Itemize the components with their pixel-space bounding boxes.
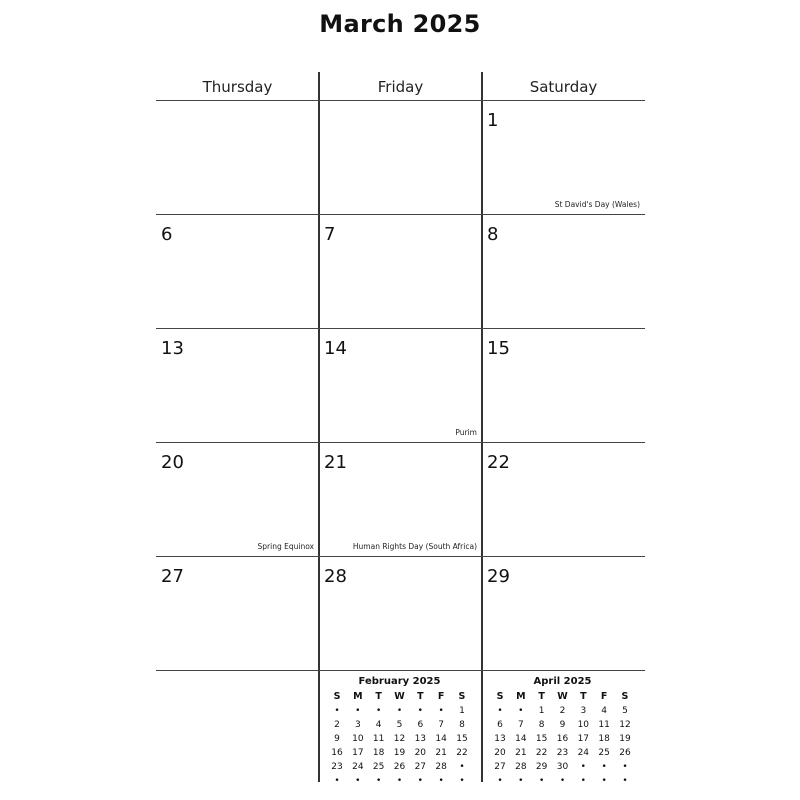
- mini-day: 27: [494, 762, 506, 772]
- mini-weekday: S: [458, 691, 466, 702]
- mini-weekday: S: [333, 691, 341, 702]
- mini-day: •: [601, 776, 607, 786]
- mini-day: 2: [559, 706, 566, 716]
- mini-day: •: [417, 776, 423, 786]
- calendar-grid: [156, 72, 645, 786]
- mini-day: •: [376, 706, 382, 716]
- day-number: 29: [487, 566, 510, 587]
- weekday-header-saturday: Saturday: [529, 78, 598, 96]
- mini-day: 22: [535, 748, 548, 758]
- mini-day: •: [459, 762, 465, 772]
- mini-day: 27: [414, 762, 427, 772]
- day-number: 28: [324, 566, 347, 587]
- mini-weekday: S: [496, 691, 504, 702]
- mini-day: 2: [334, 720, 340, 730]
- mini-day: •: [376, 776, 382, 786]
- mini-week-row: [321, 732, 478, 746]
- mini-day: 4: [601, 706, 607, 716]
- mini-day: 23: [556, 748, 569, 758]
- mini-day: •: [622, 762, 628, 772]
- mini-day: 14: [515, 734, 527, 744]
- mini-day: •: [396, 776, 403, 786]
- mini-day: 23: [331, 762, 343, 772]
- mini-day: 15: [535, 734, 548, 744]
- mini-day: 26: [393, 762, 406, 772]
- day-cell: [156, 215, 319, 329]
- mini-day: •: [417, 706, 423, 716]
- mini-day: •: [580, 762, 586, 772]
- mini-week-row: [321, 760, 478, 774]
- mini-day: •: [559, 776, 566, 786]
- mini-weekday-row: [321, 690, 478, 704]
- mini-day: 3: [354, 720, 361, 730]
- mini-day: •: [497, 706, 503, 716]
- mini-day: 7: [517, 720, 524, 730]
- day-cell: [319, 101, 482, 215]
- mini-day: 21: [435, 748, 447, 758]
- mini-calendar-february: [321, 674, 478, 788]
- day-number: 21: [324, 452, 347, 473]
- mini-calendar-april: [484, 674, 641, 788]
- mini-week-row: [321, 774, 478, 788]
- mini-day: 25: [598, 748, 610, 758]
- mini-day: 11: [372, 734, 385, 744]
- mini-day: 21: [515, 748, 527, 758]
- day-number: 27: [161, 566, 184, 587]
- mini-weekday: T: [580, 691, 587, 702]
- mini-day: 26: [619, 748, 631, 758]
- day-cell: [482, 329, 645, 443]
- day-number: 14: [324, 338, 347, 359]
- mini-day: 18: [598, 734, 610, 744]
- mini-day: 10: [577, 720, 590, 730]
- day-number: 20: [161, 452, 184, 473]
- mini-day: •: [334, 776, 340, 786]
- mini-week-row: [484, 732, 641, 746]
- mini-day: •: [355, 776, 361, 786]
- mini-day: 11: [598, 720, 610, 730]
- mini-weekday: T: [417, 691, 424, 702]
- holiday-label: Human Rights Day (South Africa): [352, 542, 477, 551]
- day-cell: [319, 215, 482, 329]
- mini-weekday-row: [484, 690, 641, 704]
- mini-day: 9: [334, 734, 340, 744]
- mini-day: •: [355, 706, 361, 716]
- mini-day: 10: [352, 734, 364, 744]
- mini-weekday: F: [600, 691, 608, 702]
- mini-day: 22: [456, 748, 468, 758]
- mini-day: •: [334, 706, 340, 716]
- day-cell: [319, 443, 482, 557]
- day-number: 1: [487, 110, 499, 131]
- mini-day: 19: [619, 734, 631, 744]
- mini-day: 5: [396, 720, 403, 730]
- mini-day: 20: [494, 748, 506, 758]
- mini-week-row: [484, 760, 641, 774]
- day-cell: [482, 101, 645, 215]
- mini-day: 16: [331, 748, 343, 758]
- holiday-label: St David's Day (Wales): [554, 200, 640, 209]
- mini-week-row: [321, 704, 478, 718]
- mini-day: 17: [577, 734, 590, 744]
- mini-day: 24: [577, 748, 590, 758]
- mini-day: •: [518, 776, 524, 786]
- day-number: 6: [161, 224, 173, 245]
- mini-day: 29: [535, 762, 548, 772]
- mini-day: 20: [414, 748, 427, 758]
- mini-day: 13: [414, 734, 427, 744]
- mini-day: 18: [372, 748, 385, 758]
- mini-calendar-title: April 2025: [533, 676, 592, 687]
- mini-weekday: W: [557, 691, 568, 702]
- mini-day: 4: [375, 720, 382, 730]
- mini-day: •: [539, 776, 545, 786]
- mini-day: •: [580, 776, 586, 786]
- mini-day: 25: [372, 762, 385, 772]
- holiday-label: Spring Equinox: [257, 542, 314, 551]
- mini-day: 28: [435, 762, 447, 772]
- day-cell: [156, 443, 319, 557]
- mini-day: •: [438, 776, 444, 786]
- mini-week-row: [484, 774, 641, 788]
- mini-day: 5: [622, 706, 628, 716]
- mini-weekday: M: [353, 691, 363, 702]
- day-number: 8: [487, 224, 499, 245]
- day-number: 13: [161, 338, 184, 359]
- day-number: 7: [324, 224, 336, 245]
- day-cell: [319, 557, 482, 671]
- mini-day: 9: [559, 720, 566, 730]
- mini-day: 17: [352, 748, 364, 758]
- mini-weekday: T: [375, 691, 382, 702]
- mini-day: 1: [538, 706, 545, 716]
- day-cell: [319, 329, 482, 443]
- weekday-header-thursday: Thursday: [202, 78, 273, 96]
- mini-day: 24: [352, 762, 364, 772]
- mini-day: 8: [459, 720, 465, 730]
- mini-day: 19: [393, 748, 406, 758]
- day-cell: [156, 329, 319, 443]
- mini-week-row: [321, 718, 478, 732]
- mini-day: •: [601, 762, 607, 772]
- mini-weekday: S: [621, 691, 629, 702]
- mini-day: 12: [619, 720, 631, 730]
- mini-day: •: [459, 776, 465, 786]
- mini-day: 16: [556, 734, 569, 744]
- mini-weekday: W: [394, 691, 405, 702]
- mini-day: 3: [580, 706, 587, 716]
- mini-week-row: [484, 718, 641, 732]
- mini-day: 28: [515, 762, 527, 772]
- mini-day: 6: [497, 720, 503, 730]
- day-cell: [156, 557, 319, 671]
- mini-week-row: [484, 704, 641, 718]
- day-cell: [482, 443, 645, 557]
- page-title: March 2025: [319, 10, 481, 38]
- mini-week-row: [321, 746, 478, 760]
- mini-day: 13: [494, 734, 506, 744]
- day-cell: [482, 215, 645, 329]
- day-number: 15: [487, 338, 510, 359]
- holiday-label: Purim: [455, 428, 477, 437]
- mini-day: •: [518, 706, 524, 716]
- mini-day: 14: [435, 734, 447, 744]
- mini-weekday: M: [516, 691, 526, 702]
- mini-day: •: [396, 706, 403, 716]
- mini-weekday: F: [437, 691, 445, 702]
- mini-day: 1: [459, 706, 465, 716]
- mini-day: 15: [456, 734, 468, 744]
- mini-day: 30: [556, 762, 569, 772]
- mini-day: 8: [538, 720, 545, 730]
- weekday-header-friday: Friday: [377, 78, 424, 96]
- mini-day: 12: [393, 734, 406, 744]
- day-number: 22: [487, 452, 510, 473]
- mini-day: •: [438, 706, 444, 716]
- mini-day: 7: [438, 720, 444, 730]
- mini-day: •: [497, 776, 503, 786]
- mini-day: •: [622, 776, 628, 786]
- mini-calendar-title: February 2025: [358, 676, 441, 687]
- mini-week-row: [484, 746, 641, 760]
- day-cell: [156, 101, 319, 215]
- mini-day: 6: [417, 720, 424, 730]
- mini-weekday: T: [538, 691, 545, 702]
- day-cell: [482, 557, 645, 671]
